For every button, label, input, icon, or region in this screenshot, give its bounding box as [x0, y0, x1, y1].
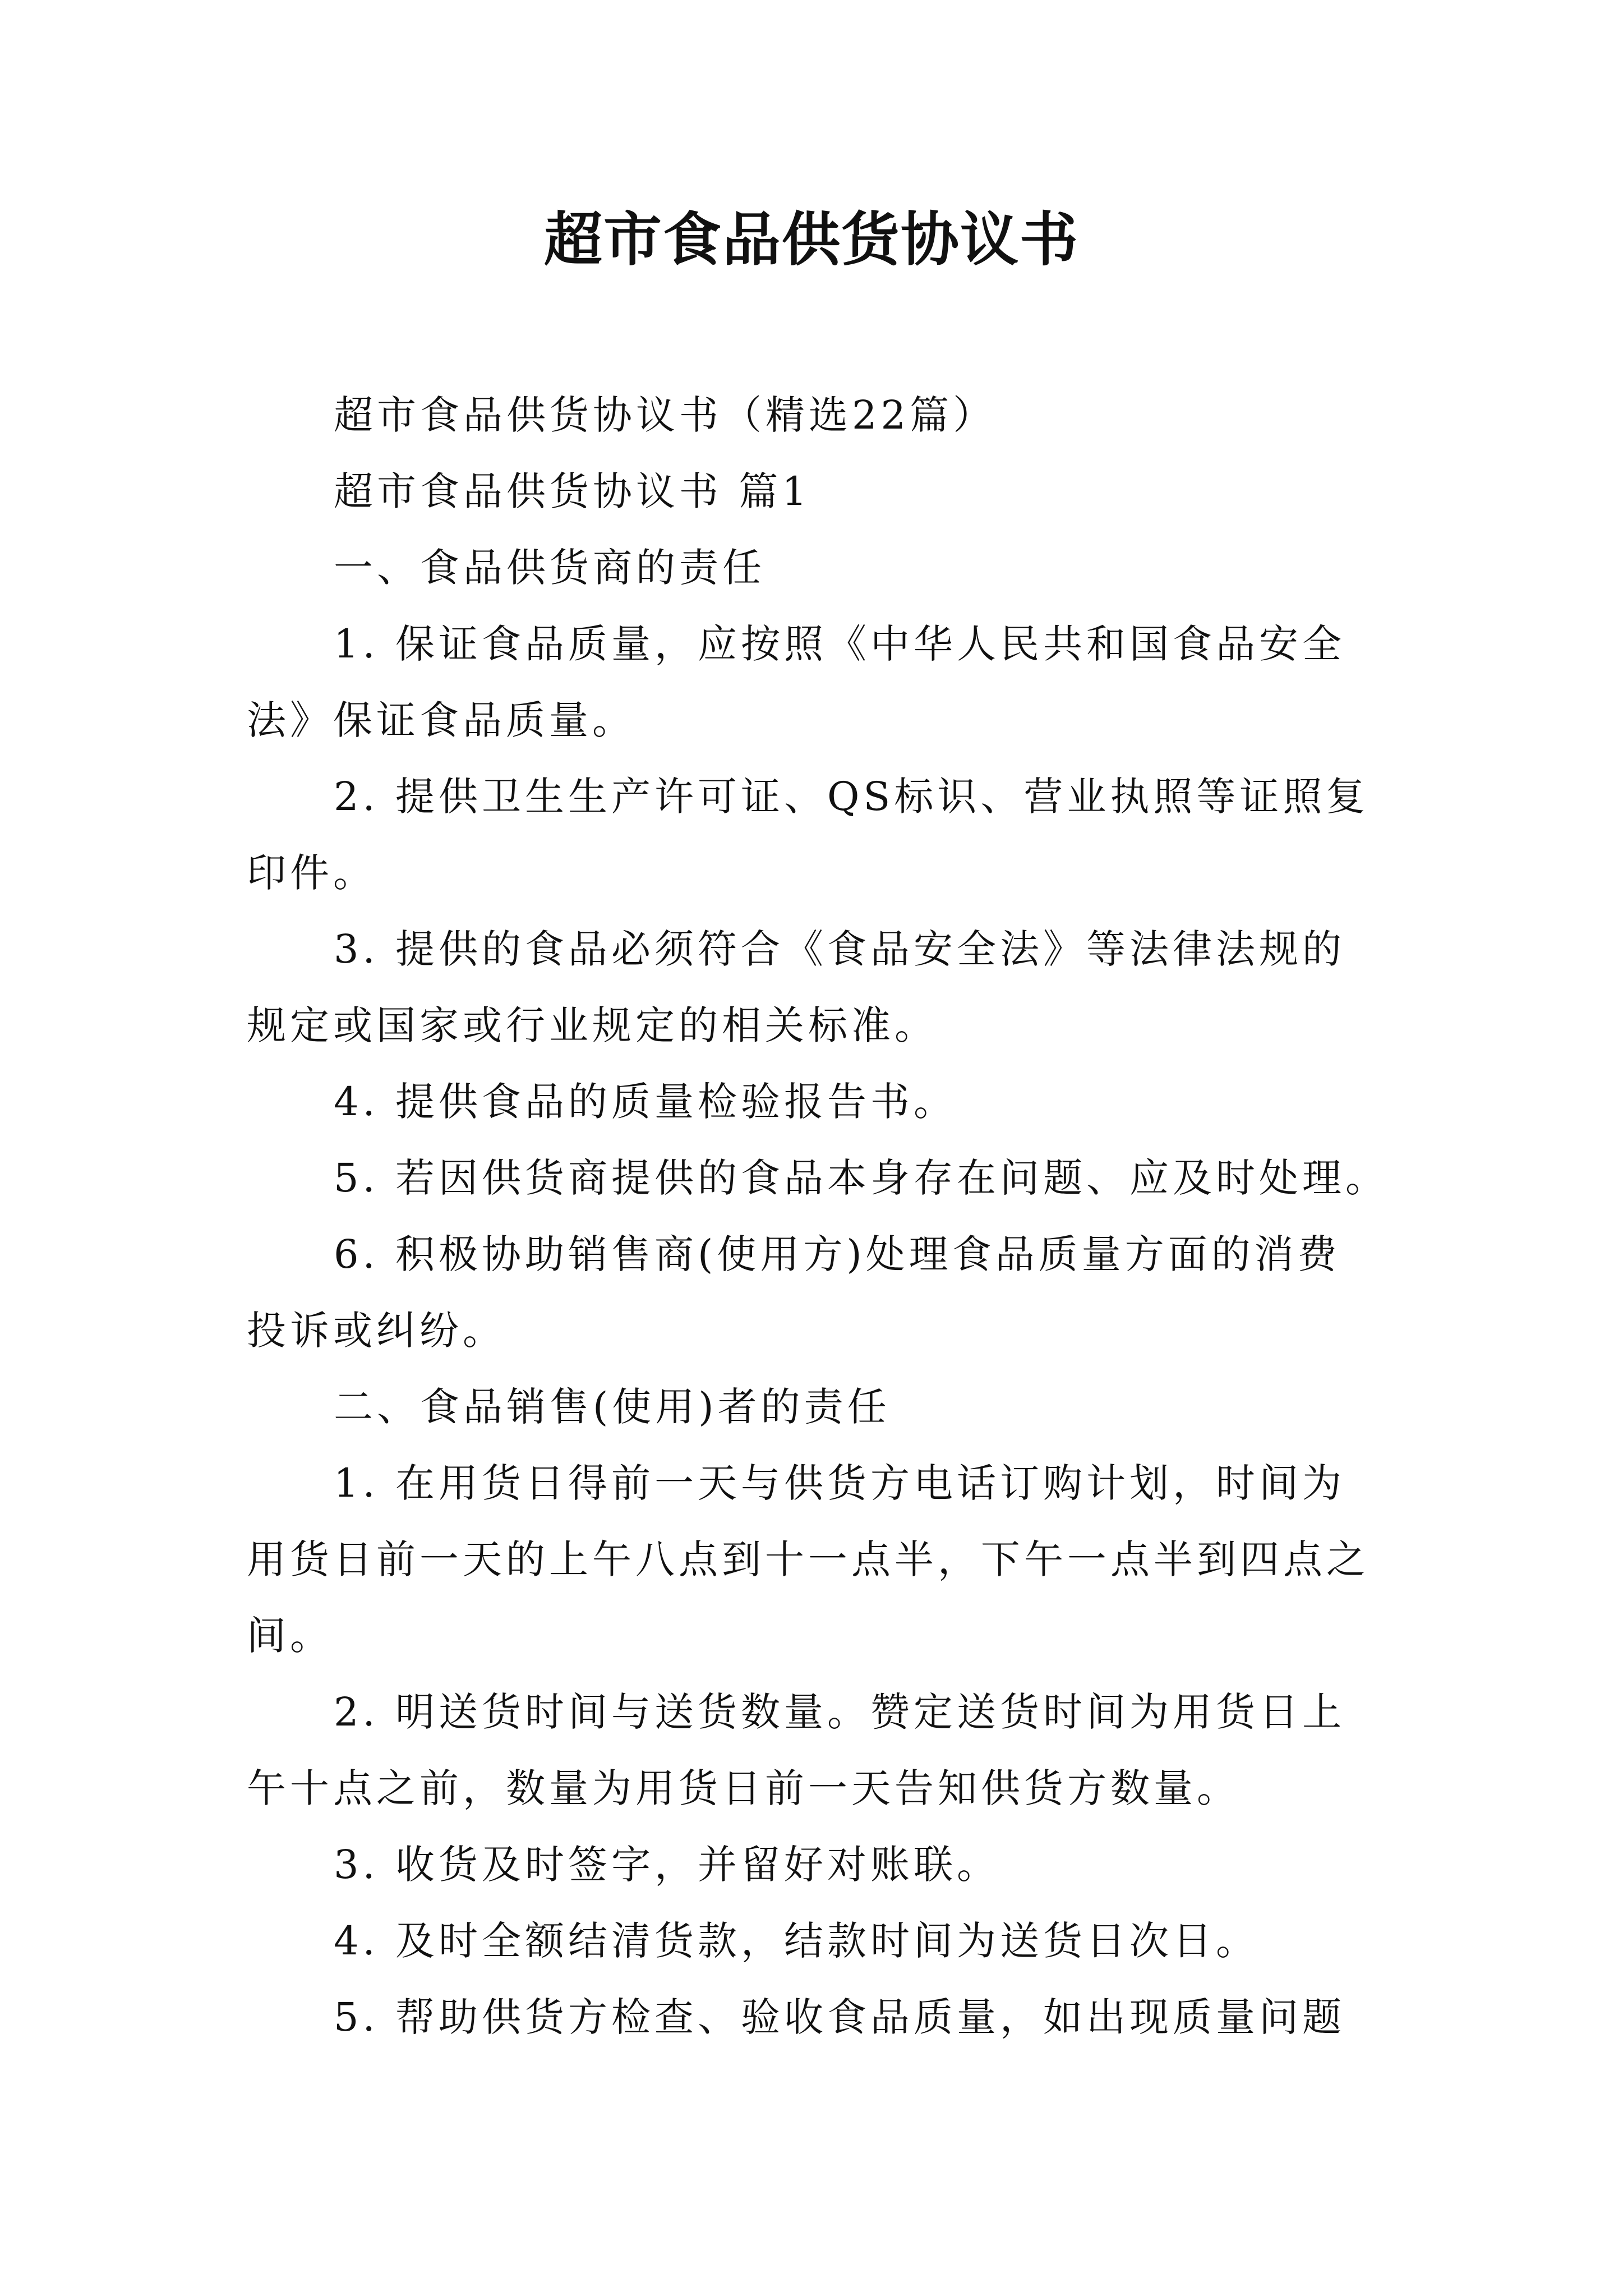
paragraph-line: 6. 积极协助销售商(使用方)处理食品质量方面的消费 — [334, 1231, 1341, 1277]
part-heading: 一、食品供货商的责任 — [334, 545, 766, 591]
paragraph-line: 4. 提供食品的质量检验报告书。 — [334, 1079, 957, 1125]
paragraph-line: 3. 收货及时签字，并留好对账联。 — [334, 1842, 1000, 1888]
paragraph-line: 间。 — [247, 1613, 333, 1659]
subtitle-line: 超市食品供货协议书（精选22篇） — [334, 392, 997, 438]
paragraph-line: 3. 提供的食品必须符合《食品安全法》等法律法规的 — [334, 926, 1346, 972]
paragraph-line: 法》保证食品质量。 — [247, 697, 635, 743]
paragraph-line: 用货日前一天的上午八点到十一点半，下午一点半到四点之 — [247, 1536, 1370, 1582]
section-heading: 超市食品供货协议书 篇1 — [334, 468, 811, 514]
paragraph-line: 4. 及时全额结清货款，结款时间为送货日次日。 — [334, 1918, 1260, 1964]
paragraph-line: 午十点之前，数量为用货日前一天告知供货方数量。 — [247, 1765, 1240, 1811]
paragraph-line: 2. 提供卫生生产许可证、QS标识、营业执照等证照复 — [334, 774, 1370, 820]
paragraph-line: 规定或国家或行业规定的相关标准。 — [247, 1002, 938, 1048]
paragraph-line: 投诉或纠纷。 — [247, 1308, 506, 1354]
paragraph-line: 5. 若因供货商提供的食品本身存在问题、应及时处理。 — [334, 1155, 1389, 1201]
paragraph-line: 2. 明送货时间与送货数量。赞定送货时间为用货日上 — [334, 1689, 1346, 1735]
document-title: 超市食品供货协议书 — [543, 205, 1079, 274]
paragraph-line: 1. 在用货日得前一天与供货方电话订购计划，时间为 — [334, 1460, 1346, 1506]
paragraph-line: 印件。 — [247, 850, 376, 896]
paragraph-line: 1. 保证食品质量，应按照《中华人民共和国食品安全 — [334, 621, 1346, 667]
paragraph-line: 5. 帮助供货方检查、验收食品质量，如出现质量问题 — [334, 1994, 1346, 2040]
part-heading: 二、食品销售(使用)者的责任 — [334, 1384, 891, 1430]
